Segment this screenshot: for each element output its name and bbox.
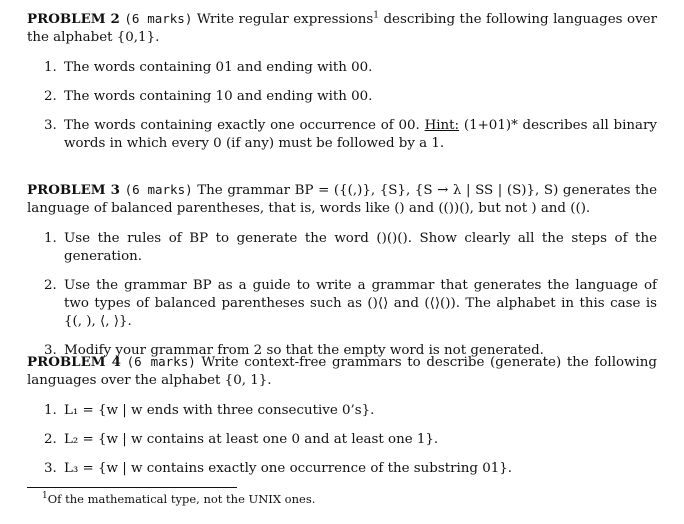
problem-3-list [27, 230, 657, 360]
problem-2-list [27, 59, 657, 153]
problem-4-title: PROBLEM 4 [27, 354, 121, 370]
item-number: 2. [44, 278, 57, 293]
problem-4-marks: (6 marks) [126, 354, 196, 369]
problem-2-marks: (6 marks) [124, 11, 193, 26]
problem-3-intro [27, 181, 657, 218]
problem-3-intro-text: The grammar BP = ({(,)}, {S}, {S → λ | SS | (S)}, S) generates the language of balanced parentheses, that is, words like () and (())(), but not ) and ((). [27, 183, 658, 216]
item-text: The words containing 01 and ending with 00. [64, 60, 373, 75]
list-item [27, 88, 657, 106]
problem-2 [27, 10, 657, 153]
footnote [42, 490, 315, 508]
footnote-divider [27, 487, 237, 488]
item-text: L₃ = {w | w contains exactly one occurrence of the substring 01}. [64, 461, 513, 476]
item-number: 1. [44, 60, 57, 75]
item-text: L₁ = {w | w ends with three consecutive 0’s}. [64, 403, 375, 418]
list-item [27, 59, 657, 77]
list-item [27, 460, 657, 478]
list-item [27, 277, 657, 331]
item-text: Modify your grammar from 2 so that the empty word is not generated. [64, 343, 544, 358]
footnote-mark: 1 [42, 491, 48, 502]
item-number: 2. [44, 89, 57, 104]
problem-4-list [27, 402, 657, 478]
hint-label: Hint: [424, 118, 460, 133]
footnote-text: Of the mathematical type, not the UNIX ones. [47, 492, 316, 506]
item-text: Use the rules of BP to generate the word ()()(). Show clearly all the steps of the generation. [64, 231, 657, 264]
problem-4 [27, 353, 657, 478]
problem-2-intro-b: describing the following languages over the alphabet {0,1}. [27, 12, 657, 45]
item-number: 1. [44, 403, 57, 418]
list-item [27, 402, 657, 420]
list-item [27, 117, 657, 153]
item-text: L₂ = {w | w contains at least one 0 and at least one 1}. [64, 432, 439, 447]
problem-2-intro-a: Write regular expressions [196, 12, 374, 27]
problem-2-title: PROBLEM 2 [27, 11, 120, 27]
problem-4-intro-text: Write context-free grammars to describe (generate) the following languages over the alphabet {0, 1}. [27, 355, 657, 388]
item-number: 1. [44, 231, 57, 246]
problem-2-intro [27, 10, 657, 47]
item-number: 3. [44, 118, 57, 133]
item-number: 3. [44, 343, 57, 358]
item-text-continued: (1+01)* describes all binary words in which every 0 (if any) must be followed by a 1. [64, 118, 657, 151]
problem-4-intro [27, 353, 657, 390]
problem-3 [27, 181, 657, 360]
problem-3-title: PROBLEM 3 [27, 182, 120, 198]
item-text: The words containing 10 and ending with 00. [64, 89, 373, 104]
list-item [27, 230, 657, 266]
item-text: The words containing exactly one occurrence of 00. [64, 118, 425, 133]
item-text: Use the grammar BP as a guide to write a grammar that generates the language of two types of balanced parentheses such as ()⟨⟩ and (⟨⟩()). The alphabet in this case is {(, ), ⟨, ⟩}. [64, 278, 657, 329]
footnote-reference: 1 [373, 10, 379, 21]
problem-3-marks: (6 marks) [124, 182, 193, 197]
item-number: 3. [44, 461, 57, 476]
list-item [27, 431, 657, 449]
item-number: 2. [44, 432, 57, 447]
